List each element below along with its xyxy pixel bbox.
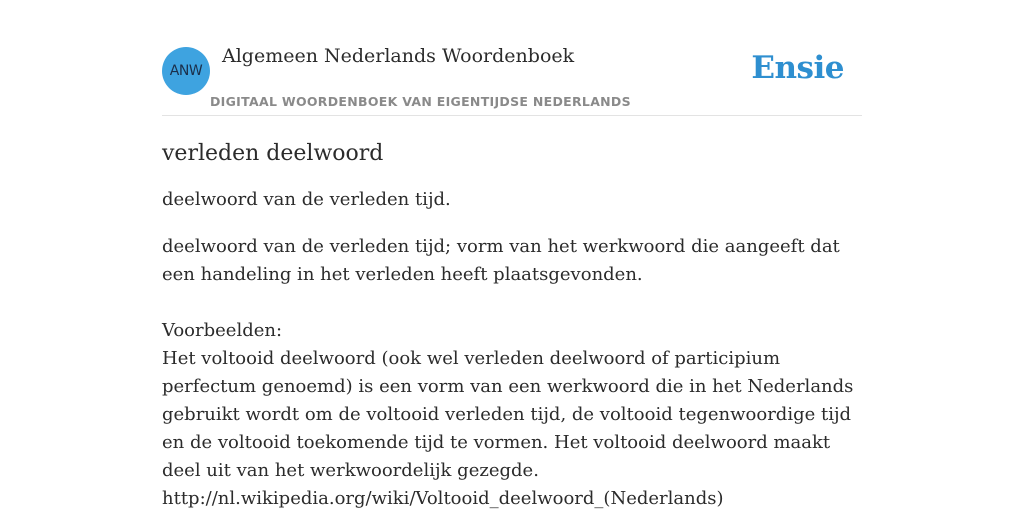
example-source-link[interactable]: http://nl.wikipedia.org/wiki/Voltooid_deelwoord_(Nederlands) (162, 488, 724, 509)
ensie-brand-logo[interactable]: Ensie (751, 50, 844, 86)
examples-label: Voorbeelden: (162, 320, 283, 341)
examples-section (162, 317, 862, 512)
entry-content (162, 138, 862, 512)
short-definition: deelwoord van de verleden tijd. (162, 189, 451, 210)
site-subtitle: DIGITAAL WOORDENBOEK VAN EIGENTIJDSE NEDERLANDS (210, 94, 631, 109)
site-title[interactable]: Algemeen Nederlands Woordenboek (222, 45, 575, 67)
site-header (162, 0, 862, 116)
example-text: Het voltooid deelwoord (ook wel verleden deelwoord of participium perfectum genoemd) is een vorm van een werkwoord die in het Nederlands gebruikt wordt om de voltooid verleden tijd, de voltooid tegenwoordige tijd en de voltooid toekomende tijd te vormen. Het voltooid deelwoord maakt deel uit van het werkwoordelijk gezegde. (162, 348, 854, 481)
long-definition: deelwoord van de verleden tijd; vorm van het werkwoord die aangeeft dat een handeling in het verleden heeft plaatsgevonden. (162, 236, 840, 285)
entry-title: verleden deelwoord (162, 141, 384, 166)
anw-logo[interactable]: ANW (162, 47, 210, 95)
